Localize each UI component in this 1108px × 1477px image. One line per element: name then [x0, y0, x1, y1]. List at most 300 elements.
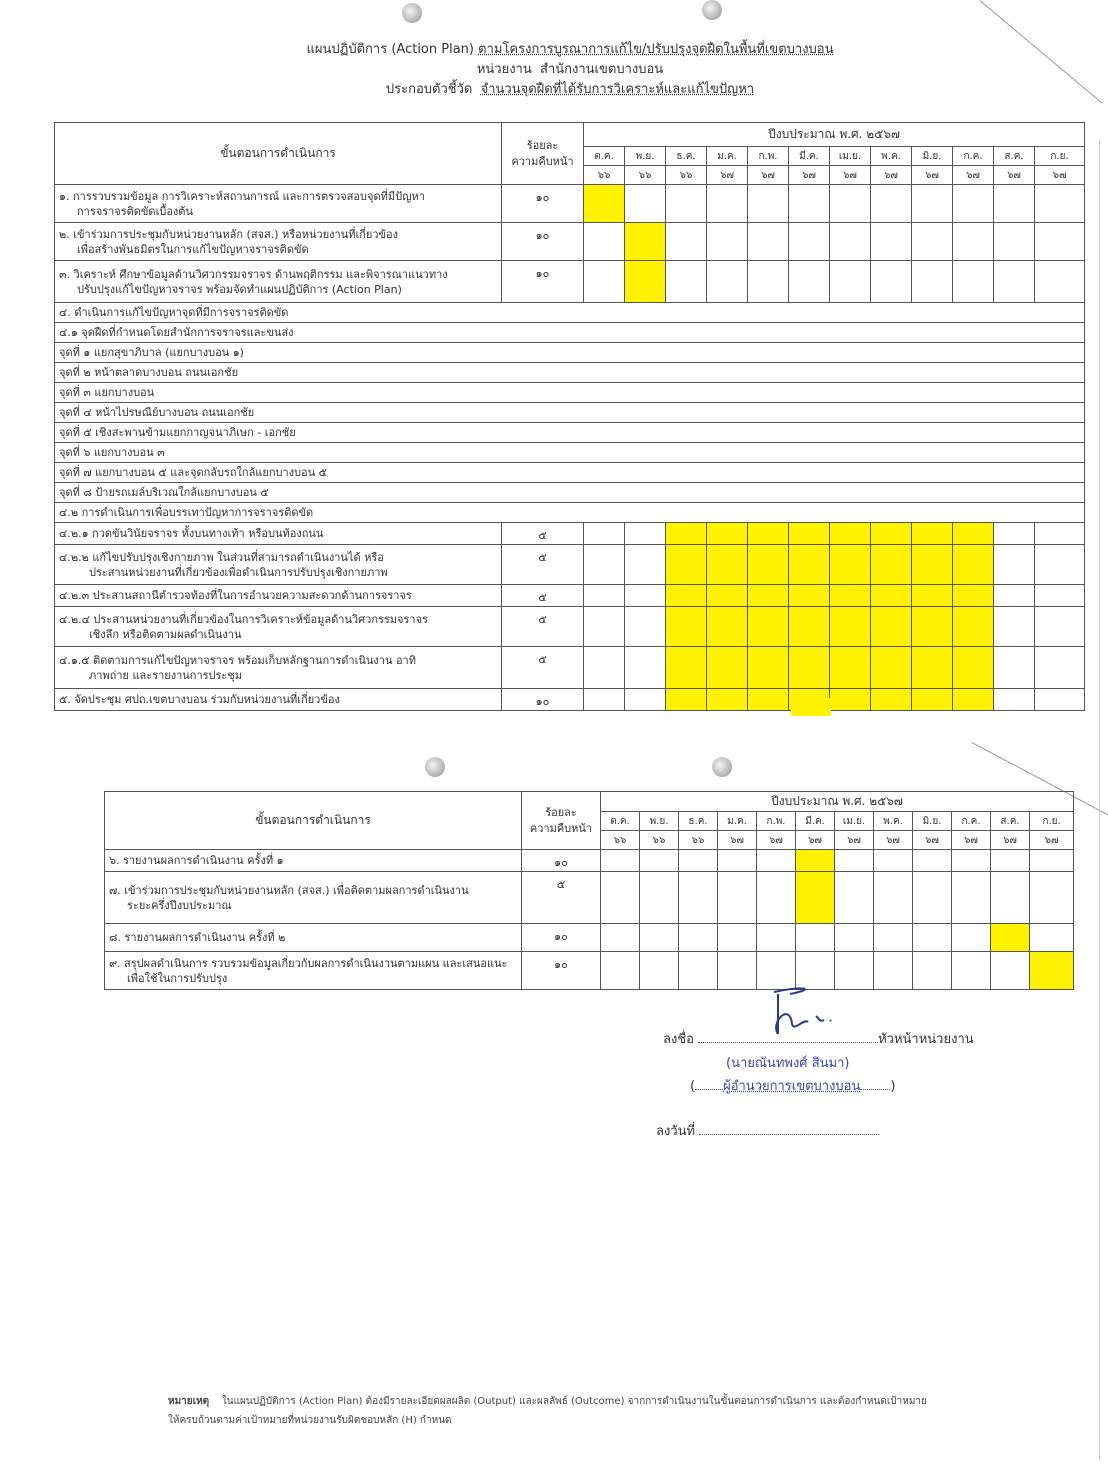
schedule-cell — [991, 872, 1030, 924]
step-cell — [55, 585, 502, 607]
schedule-cell — [871, 689, 912, 711]
action-plan-table-1 — [54, 122, 1085, 711]
signer-name: (นายณันทพงศ์ สินมา) — [726, 1056, 850, 1071]
month-header-0: ต.ค. — [601, 812, 640, 831]
schedule-cell — [913, 952, 952, 990]
schedule-cell — [953, 261, 994, 303]
schedule-cell — [748, 545, 789, 585]
schedule-cell — [789, 545, 830, 585]
progress-percent: ๑๐ — [502, 185, 584, 223]
schedule-cell — [994, 223, 1035, 261]
schedule-cell — [584, 223, 625, 261]
step-cell — [105, 850, 522, 872]
schedule-cell — [994, 585, 1035, 607]
schedule-cell — [874, 924, 913, 952]
step-cell — [55, 503, 1085, 523]
step-text: ๔.๑ จุดฝืดที่กำหนดโดยสำนักการจราจรและขนส่ง — [59, 326, 294, 339]
step-cell — [55, 403, 1085, 423]
schedule-cell — [757, 924, 796, 952]
schedule-cell — [584, 647, 625, 689]
table-row — [55, 647, 1085, 689]
table-row — [55, 607, 1085, 647]
schedule-cell — [601, 924, 640, 952]
document-header — [120, 40, 1020, 100]
table-row — [55, 545, 1085, 585]
step-cell — [105, 924, 522, 952]
schedule-cell — [830, 261, 871, 303]
year-header-9: ๖๗ — [952, 831, 991, 850]
step-header: ขั้นตอนการดำเนินการ — [105, 792, 522, 850]
schedule-cell — [679, 952, 718, 990]
punch-hole — [702, 0, 722, 20]
schedule-cell — [1030, 924, 1074, 952]
step-text: ๔.๒.๑ กวดขันวินัยจราจร ทั้งบนทางเท้า หรือบนท้องถนน — [59, 527, 324, 540]
schedule-cell — [584, 689, 625, 711]
pct-header: ร้อยละ ความคืบหน้า — [522, 792, 601, 850]
fiscal-year-header: ปีงบประมาณ พ.ศ. ๒๕๖๗ — [601, 792, 1074, 812]
schedule-cell — [789, 223, 830, 261]
schedule-cell — [953, 223, 994, 261]
step-text: ๑. การรวบรวมข้อมูล การวิเคราะห์สถานการณ์ และการตรวจสอบจุดที่มีปัญหา — [59, 189, 425, 203]
step-text: จุดที่ ๖ แยกบางบอน ๓ — [59, 446, 165, 459]
schedule-cell — [666, 223, 707, 261]
table-row — [55, 523, 1085, 545]
schedule-cell — [952, 872, 991, 924]
table-row — [55, 383, 1085, 403]
month-header-2: ธ.ค. — [679, 812, 718, 831]
schedule-cell — [1035, 689, 1085, 711]
schedule-cell — [796, 850, 835, 872]
schedule-cell — [789, 607, 830, 647]
month-header-1: พ.ย. — [625, 147, 666, 166]
progress-percent: ๑๐ — [502, 261, 584, 303]
progress-percent: ๑๐ — [522, 924, 601, 952]
schedule-cell — [625, 607, 666, 647]
schedule-cell — [584, 607, 625, 647]
schedule-cell — [830, 607, 871, 647]
progress-percent: ๕ — [502, 585, 584, 607]
schedule-cell — [748, 689, 789, 711]
step-text: เพื่อสร้างพันธมิตรในการแก้ไขปัญหาจราจรติดขัด — [77, 242, 309, 256]
step-cell — [55, 383, 1085, 403]
schedule-cell — [912, 261, 953, 303]
schedule-cell — [789, 523, 830, 545]
step-text: เพื่อใช้ในการปรับปรุง — [127, 971, 228, 985]
schedule-cell — [707, 585, 748, 607]
schedule-cell — [748, 261, 789, 303]
schedule-cell — [871, 185, 912, 223]
progress-percent: ๕ — [502, 607, 584, 647]
schedule-cell — [789, 647, 830, 689]
schedule-cell — [912, 689, 953, 711]
month-header-6: เม.ย. — [830, 147, 871, 166]
progress-percent: ๕ — [522, 872, 601, 924]
schedule-cell — [625, 185, 666, 223]
month-header-8: มิ.ย. — [912, 147, 953, 166]
schedule-cell — [625, 523, 666, 545]
progress-percent: ๑๐ — [522, 850, 601, 872]
step-cell — [55, 607, 502, 647]
header-agency: หน่วยงาน สำนักงานเขตบางบอน — [476, 62, 664, 77]
punch-hole — [712, 757, 732, 777]
schedule-cell — [718, 924, 757, 952]
schedule-cell — [912, 607, 953, 647]
schedule-cell — [830, 185, 871, 223]
month-header-5: มี.ค. — [789, 147, 830, 166]
year-header-5: ๖๗ — [789, 166, 830, 185]
step-text: ๔.๒.๓ ประสานสถานีตำรวจท้องที่ในการอำนวยความสะดวกด้านการจราจร — [59, 589, 412, 602]
schedule-cell — [601, 850, 640, 872]
year-header-11: ๖๗ — [1030, 831, 1074, 850]
schedule-cell — [625, 585, 666, 607]
step-text: ๔.๑.๕ ติดตามการแก้ไขปัญหาจราจร พร้อมเก็บหลักฐานการดำเนินงาน อาทิ — [59, 653, 416, 667]
schedule-cell — [640, 872, 679, 924]
table-row — [55, 323, 1085, 343]
table-row — [55, 343, 1085, 363]
schedule-cell — [871, 647, 912, 689]
schedule-cell — [748, 185, 789, 223]
schedule-cell — [912, 185, 953, 223]
schedule-cell — [625, 223, 666, 261]
footnote: หมายเหตุ ในแผนปฏิบัติการ (Action Plan) ต้องมีรายละเอียดผลผลิต (Output) และผลลัพธ์ (Outcome) จากการดำเนินงานในขั้นตอนการดำเนินการ และต้องกำหนดเป้าหมาย ให้ครบถ้วนตามค่าเป้าหมายที่หน่วยงานรับผิดชอบหลัก (H) กำหนด — [168, 1396, 927, 1426]
year-header-2: ๖๖ — [666, 166, 707, 185]
step-cell — [55, 363, 1085, 383]
schedule-cell — [871, 545, 912, 585]
year-header-3: ๖๗ — [707, 166, 748, 185]
month-header-0: ต.ค. — [584, 147, 625, 166]
schedule-cell — [666, 523, 707, 545]
schedule-cell — [830, 545, 871, 585]
date-line: ลงวันที่ — [656, 1120, 879, 1141]
step-cell — [55, 303, 1085, 323]
schedule-cell — [994, 545, 1035, 585]
signature-dotted-line — [698, 1042, 878, 1043]
step-text: ๙. สรุปผลดำเนินการ รวบรวมข้อมูลเกี่ยวกับผลการดำเนินงานตามแผน และเสนอแนะ — [109, 956, 508, 970]
schedule-cell — [584, 185, 625, 223]
schedule-cell — [953, 607, 994, 647]
table-row — [55, 689, 1085, 711]
step-text: จุดที่ ๘ ป้ายรถเมล์บริเวณใกล้แยกบางบอน ๕ — [59, 486, 269, 499]
schedule-cell — [679, 924, 718, 952]
schedule-cell — [1035, 585, 1085, 607]
schedule-cell — [830, 223, 871, 261]
step-text: ระยะครึ่งปีงบประมาณ — [127, 898, 232, 912]
schedule-cell — [830, 689, 871, 711]
table-row — [55, 585, 1085, 607]
schedule-cell — [601, 952, 640, 990]
year-header-9: ๖๗ — [953, 166, 994, 185]
step-cell — [55, 323, 1085, 343]
schedule-cell — [748, 523, 789, 545]
schedule-cell — [874, 872, 913, 924]
month-header-3: ม.ค. — [707, 147, 748, 166]
step-cell — [55, 443, 1085, 463]
step-cell — [55, 223, 502, 261]
schedule-cell — [748, 647, 789, 689]
schedule-cell — [1030, 872, 1074, 924]
schedule-cell — [718, 850, 757, 872]
schedule-cell — [830, 647, 871, 689]
year-header-1: ๖๖ — [640, 831, 679, 850]
schedule-cell — [994, 689, 1035, 711]
schedule-cell — [871, 261, 912, 303]
step-text: ๓. วิเคราะห์ ศึกษาข้อมูลด้านวิศวกรรมจราจร ด้านพฤติกรรม และพิจารณาแนวทาง — [59, 267, 448, 281]
month-header-7: พ.ค. — [871, 147, 912, 166]
month-header-9: ก.ค. — [953, 147, 994, 166]
month-header-4: ก.พ. — [748, 147, 789, 166]
progress-percent: ๑๐ — [502, 689, 584, 711]
schedule-cell — [707, 261, 748, 303]
schedule-cell — [666, 545, 707, 585]
schedule-cell — [953, 647, 994, 689]
signature-line: ลงชื่อ หัวหน้าหน่วยงาน — [663, 1032, 974, 1047]
schedule-cell — [991, 952, 1030, 990]
schedule-cell — [953, 585, 994, 607]
schedule-cell — [640, 850, 679, 872]
schedule-cell — [991, 924, 1030, 952]
month-header-10: ส.ค. — [994, 147, 1035, 166]
table-row — [55, 261, 1085, 303]
schedule-cell — [757, 850, 796, 872]
table-row — [105, 850, 1074, 872]
schedule-cell — [679, 872, 718, 924]
pct-header: ร้อยละ ความคืบหน้า — [502, 123, 584, 185]
schedule-cell — [707, 223, 748, 261]
schedule-cell — [640, 952, 679, 990]
step-text: เชิงลึก หรือติดตามผลดำเนินงาน — [89, 627, 242, 641]
table-row — [55, 185, 1085, 223]
step-text: จุดที่ ๔ หน้าไปรษณีย์บางบอน ถนนเอกชัย — [59, 406, 255, 419]
schedule-cell — [871, 585, 912, 607]
schedule-cell — [748, 585, 789, 607]
schedule-cell — [953, 185, 994, 223]
schedule-cell — [625, 647, 666, 689]
step-text: ๕. จัดประชุม ศปถ.เขตบางบอน ร่วมกับหน่วยงานที่เกี่ยวข้อง — [59, 693, 340, 706]
table-row — [105, 952, 1074, 990]
schedule-cell — [912, 545, 953, 585]
year-header-7: ๖๗ — [874, 831, 913, 850]
schedule-cell — [789, 261, 830, 303]
schedule-cell — [912, 523, 953, 545]
schedule-cell — [789, 585, 830, 607]
month-header-5: มี.ค. — [796, 812, 835, 831]
table-row — [55, 423, 1085, 443]
schedule-cell — [666, 185, 707, 223]
schedule-cell — [1035, 647, 1085, 689]
schedule-cell — [625, 545, 666, 585]
step-cell — [55, 343, 1085, 363]
step-text: จุดที่ ๗ แยกบางบอน ๕ และจุดกลับรถใกล้แยกบางบอน ๕ — [59, 466, 327, 479]
schedule-cell — [707, 689, 748, 711]
year-header-8: ๖๗ — [913, 831, 952, 850]
schedule-cell — [913, 872, 952, 924]
month-header-8: มิ.ย. — [913, 812, 952, 831]
schedule-cell — [707, 185, 748, 223]
schedule-cell — [707, 523, 748, 545]
schedule-cell — [913, 850, 952, 872]
schedule-cell — [707, 545, 748, 585]
table-row — [105, 924, 1074, 952]
schedule-cell — [748, 607, 789, 647]
year-header-6: ๖๗ — [835, 831, 874, 850]
step-cell — [55, 523, 502, 545]
table-row — [55, 223, 1085, 261]
year-header-10: ๖๗ — [994, 166, 1035, 185]
schedule-cell — [679, 850, 718, 872]
schedule-cell — [718, 872, 757, 924]
month-header-6: เม.ย. — [835, 812, 874, 831]
schedule-cell — [625, 689, 666, 711]
month-header-1: พ.ย. — [640, 812, 679, 831]
schedule-cell — [707, 647, 748, 689]
step-cell — [55, 545, 502, 585]
schedule-cell — [666, 647, 707, 689]
schedule-cell — [601, 872, 640, 924]
step-text: การจราจรติดขัดเบื้องต้น — [77, 204, 193, 218]
schedule-cell — [666, 689, 707, 711]
year-header-6: ๖๗ — [830, 166, 871, 185]
schedule-cell — [835, 850, 874, 872]
schedule-cell — [1035, 607, 1085, 647]
handwritten-signature — [760, 982, 850, 1042]
year-header-8: ๖๗ — [912, 166, 953, 185]
schedule-cell — [748, 223, 789, 261]
step-cell — [105, 952, 522, 990]
step-text: ประสานหน่วยงานที่เกี่ยวข้องเพื่อดำเนินการปรับปรุงเชิงกายภาพ — [89, 565, 388, 579]
schedule-cell — [835, 924, 874, 952]
step-text: ๗. เข้าร่วมการประชุมกับหน่วยงานหลัก (สจส.) เพื่อติดตามผลการดำเนินงาน — [109, 883, 469, 897]
schedule-cell — [994, 261, 1035, 303]
step-text: ๔.๒.๒ แก้ไขปรับปรุงเชิงกายภาพ ในส่วนที่สามารถดำเนินงานได้ หรือ — [59, 550, 384, 564]
schedule-cell — [757, 872, 796, 924]
schedule-cell — [991, 850, 1030, 872]
step-cell — [55, 689, 502, 711]
schedule-cell — [912, 585, 953, 607]
table-row — [55, 483, 1085, 503]
schedule-cell — [1035, 185, 1085, 223]
page-edge-line — [1099, 140, 1100, 1460]
schedule-cell — [874, 850, 913, 872]
schedule-cell — [952, 850, 991, 872]
fiscal-year-header: ปีงบประมาณ พ.ศ. ๒๕๖๗ — [584, 123, 1085, 147]
table-row — [55, 303, 1085, 323]
schedule-cell — [953, 689, 994, 711]
table-row — [105, 872, 1074, 924]
schedule-cell — [830, 523, 871, 545]
schedule-cell — [796, 872, 835, 924]
schedule-cell — [874, 952, 913, 990]
year-header-5: ๖๗ — [796, 831, 835, 850]
month-header-9: ก.ค. — [952, 812, 991, 831]
year-header-7: ๖๗ — [871, 166, 912, 185]
schedule-cell — [952, 952, 991, 990]
schedule-cell — [830, 585, 871, 607]
step-text: ภาพถ่าย และรายงานการประชุม — [89, 668, 243, 682]
step-text: จุดที่ ๑ แยกสุขาภิบาล (แยกบางบอน ๑) — [59, 346, 244, 359]
year-header-4: ๖๗ — [757, 831, 796, 850]
step-cell — [55, 463, 1085, 483]
table-row — [55, 403, 1085, 423]
step-cell — [55, 647, 502, 689]
action-plan-table-2 — [104, 791, 1074, 990]
year-header-3: ๖๗ — [718, 831, 757, 850]
schedule-cell — [913, 924, 952, 952]
schedule-cell — [1030, 850, 1074, 872]
step-cell — [55, 423, 1085, 443]
month-header-11: ก.ย. — [1030, 812, 1074, 831]
progress-percent: ๕ — [502, 647, 584, 689]
year-header-4: ๖๗ — [748, 166, 789, 185]
schedule-cell — [994, 523, 1035, 545]
step-cell — [55, 483, 1085, 503]
year-header-0: ๖๖ — [584, 166, 625, 185]
table-row — [55, 503, 1085, 523]
schedule-cell — [994, 607, 1035, 647]
month-header-7: พ.ค. — [874, 812, 913, 831]
progress-percent: ๕ — [502, 545, 584, 585]
step-cell — [55, 185, 502, 223]
schedule-cell — [666, 607, 707, 647]
schedule-cell — [871, 607, 912, 647]
schedule-cell — [835, 872, 874, 924]
schedule-cell — [707, 607, 748, 647]
schedule-cell — [640, 924, 679, 952]
schedule-cell — [625, 261, 666, 303]
signer-position-line: ( ผู้อำนวยการเขตบางบอน ) — [690, 1079, 896, 1094]
table-row — [55, 463, 1085, 483]
schedule-cell — [953, 545, 994, 585]
year-header-11: ๖๗ — [1035, 166, 1085, 185]
schedule-cell — [718, 952, 757, 990]
step-text: ปรับปรุงแก้ไขปัญหาจราจร พร้อมจัดทำแผนปฏิบัติการ (Action Plan) — [77, 282, 402, 296]
step-text: ๘. รายงานผลการดำเนินงาน ครั้งที่ ๒ — [109, 931, 286, 944]
year-header-2: ๖๖ — [679, 831, 718, 850]
step-text: ๖. รายงานผลการดำเนินงาน ครั้งที่ ๑ — [109, 854, 284, 867]
schedule-cell — [1030, 952, 1074, 990]
progress-percent: ๑๐ — [502, 223, 584, 261]
schedule-cell — [584, 585, 625, 607]
schedule-cell — [912, 223, 953, 261]
schedule-cell — [789, 185, 830, 223]
header-title: แผนปฏิบัติการ (Action Plan) ตามโครงการบูรณาการแก้ไข/ปรับปรุงจุดฝืดในพื้นที่เขตบางบอน — [306, 42, 834, 57]
step-text: จุดที่ ๕ เชิงสะพานข้ามแยกกาญจนาภิเษก - เอกชัย — [59, 426, 296, 439]
step-text: ๔. ดำเนินการแก้ไขปัญหาจุดที่มีการจราจรติดขัด — [59, 306, 289, 319]
step-text: ๔.๒ การดำเนินการเพื่อบรรเทาปัญหาการจราจรติดขัด — [59, 506, 314, 519]
step-text: จุดที่ ๓ แยกบางบอน — [59, 386, 155, 399]
month-header-11: ก.ย. — [1035, 147, 1085, 166]
year-header-10: ๖๗ — [991, 831, 1030, 850]
progress-percent: ๕ — [502, 523, 584, 545]
punch-hole — [425, 757, 445, 777]
schedule-cell — [796, 924, 835, 952]
punch-hole — [402, 3, 422, 23]
month-header-10: ส.ค. — [991, 812, 1030, 831]
month-header-4: ก.พ. — [757, 812, 796, 831]
schedule-cell — [953, 523, 994, 545]
step-header: ขั้นตอนการดำเนินการ — [55, 123, 502, 185]
year-header-0: ๖๖ — [601, 831, 640, 850]
step-text: จุดที่ ๒ หน้าตลาดบางบอน ถนนเอกชัย — [59, 366, 239, 379]
step-cell — [55, 261, 502, 303]
schedule-cell — [1035, 523, 1085, 545]
step-cell — [105, 872, 522, 924]
header-indicator: ประกอบตัวชี้วัด จำนวนจุดฝืดที่ได้รับการวิเคราะห์และแก้ไขปัญหา — [385, 82, 755, 97]
schedule-cell — [666, 585, 707, 607]
schedule-cell — [584, 523, 625, 545]
schedule-cell — [952, 924, 991, 952]
step-text: ๔.๒.๔ ประสานหน่วยงานที่เกี่ยวข้องในการวิเคราะห์ข้อมูลด้านวิศวกรรมจราจร — [59, 612, 428, 626]
schedule-cell — [584, 545, 625, 585]
